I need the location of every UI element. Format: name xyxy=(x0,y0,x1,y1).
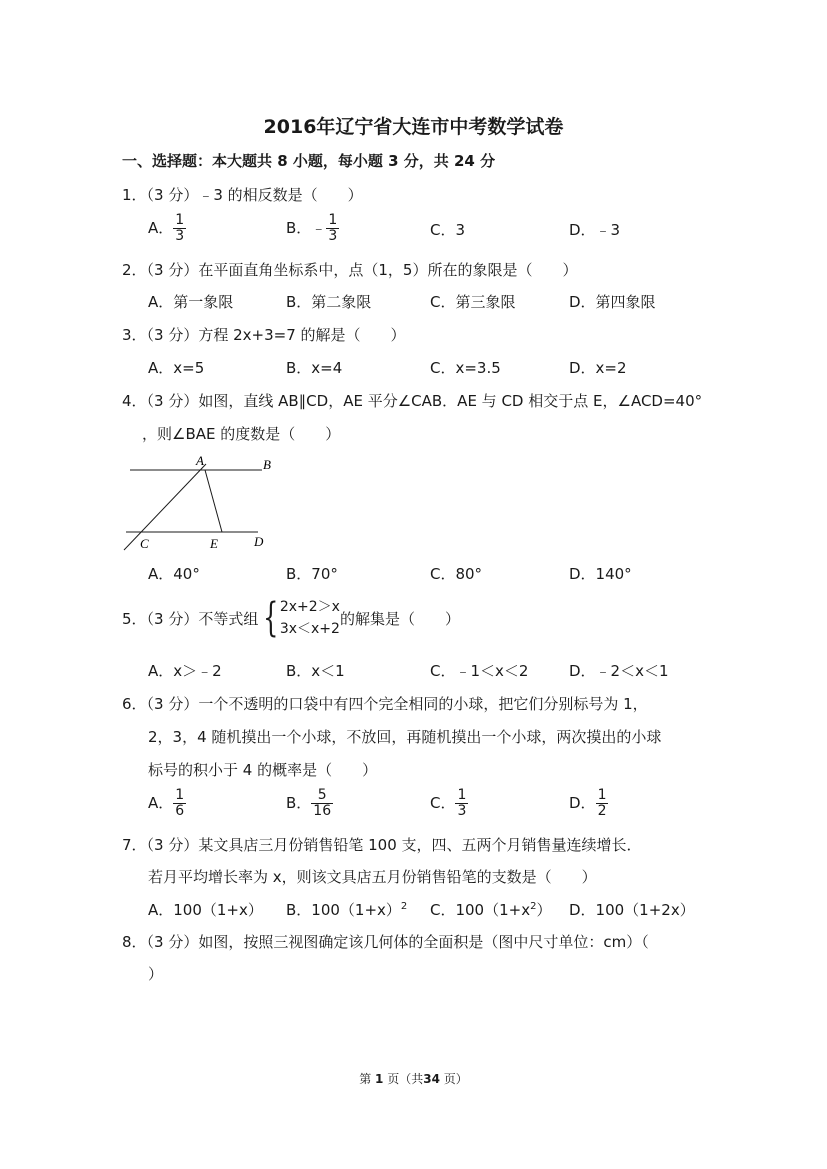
question-5-option-a: A．x＞﹣2 xyxy=(148,662,222,680)
question-7-option-c: C．$100(1+x^2)$ xyxy=(430,901,552,919)
question-1-option-c: C．3 xyxy=(430,221,466,239)
question-6-stem-line-3: 标号的积小于 4 的概率是（ ） xyxy=(148,761,378,779)
question-2-option-b: B．第二象限 xyxy=(286,293,372,311)
question-3-option-a: A．x=5 xyxy=(148,359,205,377)
geometry-figure xyxy=(118,450,288,555)
question-3-option-b: B．x=4 xyxy=(286,359,343,377)
total-pages: 34 xyxy=(423,1072,440,1086)
inequality-line-2: 3x＜x+2 xyxy=(279,621,340,637)
question-6-option-d: D． $\frac{1}{2}$ xyxy=(569,787,607,819)
question-1-option-d: D．﹣3 xyxy=(569,221,621,239)
question-7-stem-line-2: 若月平均增长率为 x，则该文具店五月份销售铅笔的支数是（ ） xyxy=(148,868,597,886)
question-6-stem-line-1: 6．（3 分）一个不透明的口袋中有四个完全相同的小球，把它们分别标号为 1， xyxy=(122,695,648,713)
fraction: $\frac{1}{2}$ xyxy=(597,787,607,819)
point-label-a: A xyxy=(196,453,204,468)
question-2-option-c: C．第三象限 xyxy=(430,293,516,311)
fraction: $\frac{1}{3}$ xyxy=(175,212,185,244)
question-4-option-b: B．70° xyxy=(286,565,338,583)
question-6-option-a: A． $\frac{1}{6}$ xyxy=(148,787,185,819)
question-3-option-d: D．x=2 xyxy=(569,359,627,377)
question-4-option-a: A．40° xyxy=(148,565,200,583)
question-2-option-d: D．第四象限 xyxy=(569,293,656,311)
question-4-option-c: C．80° xyxy=(430,565,483,583)
question-5-option-b: B．x＜1 xyxy=(286,662,345,680)
question-8-stem-line-2: ） xyxy=(148,965,164,983)
question-6-option-b: B． $\frac{5}{16}$ xyxy=(286,787,332,819)
question-1-stem: 1．（3 分）﹣3 的相反数是（ ） xyxy=(122,186,363,204)
question-3-stem: 3．（3 分）方程 2x+3=7 的解是（ ） xyxy=(122,326,406,344)
fraction: $\frac{1}{3}$ xyxy=(328,212,338,244)
point-label-c: C xyxy=(140,536,149,551)
fraction: $\frac{1}{3}$ xyxy=(457,787,467,819)
question-5-stem: 5．（3 分）不等式组 { 2x+2＞x 3x＜x+2 的解集是（ ） xyxy=(122,595,460,641)
question-1-option-a: A． $\frac{1}{3}$ xyxy=(148,212,185,244)
point-label-d: D xyxy=(254,534,264,549)
question-5-option-c: C．﹣1＜x＜2 xyxy=(430,662,529,680)
point-label-b: B xyxy=(263,457,271,472)
page-footer: 第 1 页（共34 页） xyxy=(359,1072,468,1086)
question-4-option-d: D．140° xyxy=(569,565,632,583)
question-7-option-d: D．100（1+2x） xyxy=(569,901,695,919)
inequality-line-1: 2x+2＞x xyxy=(279,599,340,615)
page-number: 1 xyxy=(375,1072,384,1086)
question-2-option-a: A．第一象限 xyxy=(148,293,234,311)
section-heading: 一、选择题：本大题共 8 小题，每小题 3 分，共 24 分 xyxy=(122,152,496,170)
question-6-option-c: C． $\frac{1}{3}$ xyxy=(430,787,467,819)
question-7-option-a: A．100（1+x） xyxy=(148,901,263,919)
inequality-system xyxy=(258,596,340,640)
question-4-stem-continued: ，则∠BAE 的度数是（ ） xyxy=(142,425,341,443)
fraction: $\frac{1}{6}$ xyxy=(175,787,185,819)
left-brace: { xyxy=(263,595,279,641)
question-7-option-b: B．$100(1+x)^2$ xyxy=(286,901,408,919)
line-ca xyxy=(124,464,206,550)
question-6-stem-line-2: 2，3，4 随机摸出一个小球，不放回，再随机摸出一个小球，两次摸出的小球 xyxy=(148,728,662,746)
question-5-option-d: D．﹣2＜x＜1 xyxy=(569,662,669,680)
page-title: 2016年辽宁省大连市中考数学试卷 xyxy=(263,116,564,138)
line-ae xyxy=(205,470,222,532)
point-label-e: E xyxy=(210,536,218,551)
question-4-stem: 4．（3 分）如图，直线 AB∥CD，AE 平分∠CAB．AE 与 CD 相交于点 E，∠ACD=40° xyxy=(122,392,703,410)
question-1-option-b: B．﹣ $\frac{1}{3}$ xyxy=(286,212,338,244)
question-2-stem: 2．（3 分）在平面直角坐标系中，点（1，5）所在的象限是（ ） xyxy=(122,261,578,279)
question-8-stem-line-1: 8．（3 分）如图，按照三视图确定该几何体的全面积是（图中尺寸单位：cm）（ xyxy=(122,933,649,951)
question-7-stem-line-1: 7．（3 分）某文具店三月份销售铅笔 100 支，四、五两个月销售量连续增长． xyxy=(122,836,642,854)
fraction: $\frac{5}{16}$ xyxy=(313,787,332,819)
question-3-option-c: C．x=3.5 xyxy=(430,359,501,377)
